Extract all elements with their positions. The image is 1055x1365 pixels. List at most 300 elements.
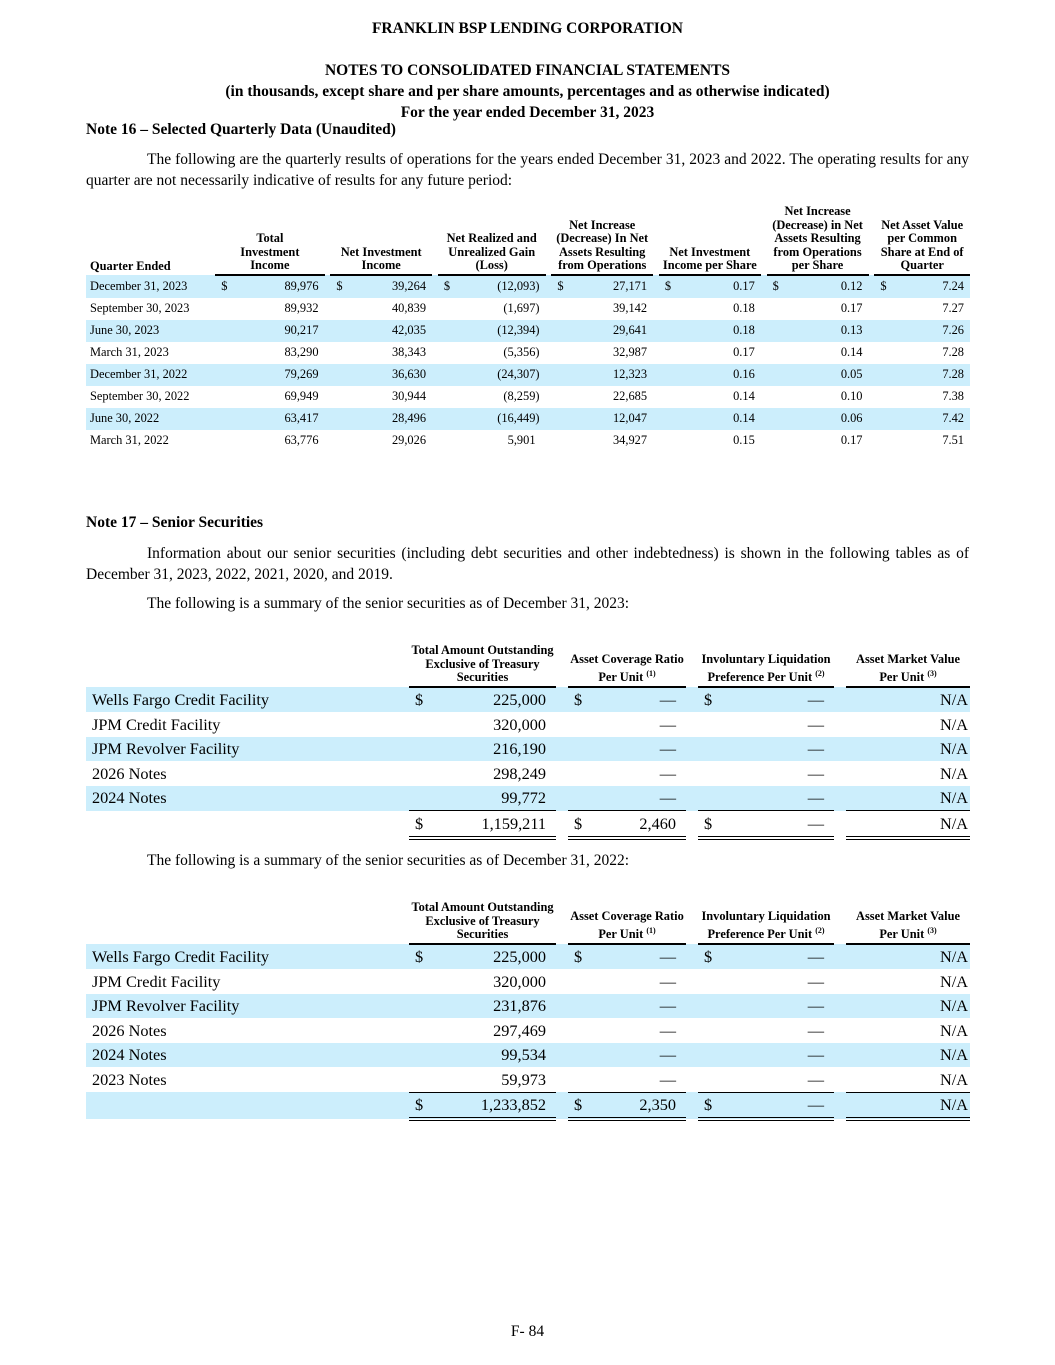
currency-symbol (874, 433, 880, 448)
currency-symbol (551, 301, 557, 316)
value-liquidation: — (807, 739, 824, 759)
currency-symbol (568, 1045, 574, 1065)
cell-market (846, 944, 970, 970)
cell-market (846, 994, 970, 1019)
value-coverage: — (659, 1020, 676, 1040)
quarter-label: June 30, 2023 (86, 320, 215, 342)
quarter-label: December 31, 2023 (86, 275, 215, 298)
value-ops: 22,685 (612, 389, 648, 404)
value-ops: 29,641 (612, 323, 648, 338)
cell-total (409, 994, 556, 1019)
value-gain: (12,093) (497, 279, 540, 294)
value-coverage: — (659, 739, 676, 759)
quarter-label: March 31, 2022 (90, 433, 169, 448)
cell-gain (438, 275, 546, 298)
currency-symbol (551, 367, 557, 382)
cell-total (409, 1067, 556, 1092)
value-nii_ps: 0.18 (733, 301, 755, 316)
value-nav: 7.51 (942, 433, 964, 448)
currency-symbol: $ (664, 279, 672, 294)
value-nii_ps: 0.15 (733, 433, 755, 448)
cell-total (409, 687, 556, 713)
currency-symbol: $ (336, 279, 343, 294)
cell-nii_ps (659, 342, 761, 364)
value-liquidation: — (807, 788, 824, 808)
security-name: 2026 Notes (92, 1020, 167, 1040)
cell-gain (438, 342, 546, 364)
value-total: 320,000 (493, 971, 546, 991)
currency-symbol (409, 972, 415, 992)
units-note: (in thousands, except share and per share amounts, percentages and as otherwise indicated) (225, 83, 830, 100)
cell-total (409, 712, 556, 737)
security-name (86, 811, 409, 838)
currency-symbol: $ (415, 1095, 424, 1115)
currency-symbol (767, 433, 773, 448)
cell-ops (551, 364, 653, 386)
currency-symbol: $ (574, 947, 583, 967)
value-liquidation: — (807, 763, 824, 783)
cell-liquidation (698, 1092, 834, 1119)
value-total: 59,973 (501, 1069, 546, 1089)
currency-symbol (215, 301, 221, 316)
cell-ops_ps (767, 320, 869, 342)
cell-coverage (568, 994, 686, 1019)
cell-liquidation (698, 944, 834, 970)
value-nav: 7.42 (942, 411, 964, 426)
currency-symbol: $ (704, 690, 713, 710)
cell-market (846, 761, 970, 786)
col-header-liquidation-preference: Involuntary Liquidation Preference Per Unit $^{(2)}$ (698, 644, 834, 687)
currency-symbol (846, 690, 852, 710)
currency-symbol (409, 739, 415, 759)
value-tii: 63,417 (284, 411, 319, 426)
cell-nav (874, 298, 970, 320)
currency-symbol (330, 345, 336, 360)
value-ops: 27,171 (612, 279, 648, 294)
note17-paragraph: Information about our senior securities (including debt securities and other indebtedness) is shown in the following tables as of December 31, 2023, 2022, 2021, 2020, and 2019. (86, 545, 969, 583)
currency-symbol (330, 389, 336, 404)
cell-ops (551, 342, 653, 364)
security-name: JPM Revolver Facility (86, 994, 409, 1019)
currency-symbol (330, 301, 336, 316)
quarter-row (86, 342, 970, 364)
cell-coverage (568, 944, 686, 970)
value-market: N/A (939, 813, 968, 833)
value-gain: (8,259) (503, 389, 540, 404)
cell-tii (215, 364, 324, 386)
value-tii: 69,949 (284, 389, 319, 404)
currency-symbol (409, 1045, 415, 1065)
cell-total (409, 737, 556, 762)
currency-symbol (846, 996, 852, 1016)
total-row (86, 1092, 970, 1119)
cell-ops (551, 298, 653, 320)
quarter-label: September 30, 2023 (90, 301, 190, 316)
cell-total (409, 786, 556, 811)
cell-nii (330, 342, 432, 364)
currency-symbol (330, 323, 336, 338)
value-liquidation: — (807, 1069, 824, 1089)
currency-symbol (698, 972, 704, 992)
currency-symbol (767, 323, 773, 338)
cell-nav (874, 342, 970, 364)
value-nii_ps: 0.14 (733, 389, 755, 404)
value-liquidation: — (807, 714, 824, 734)
currency-symbol (698, 739, 704, 759)
value-total: 320,000 (493, 714, 546, 734)
value-gain: 5,901 (507, 433, 536, 448)
cell-coverage (568, 811, 686, 838)
security-name: JPM Credit Facility (92, 714, 221, 734)
currency-symbol (568, 996, 574, 1016)
col-header-quarter: Quarter Ended (90, 259, 171, 274)
cell-gain (438, 386, 546, 408)
notes-title: NOTES TO CONSOLIDATED FINANCIAL STATEMENTS (324, 62, 731, 79)
cell-gain (438, 298, 546, 320)
cell-tii (215, 342, 324, 364)
currency-symbol (551, 389, 557, 404)
company-name: FRANKLIN BSP LENDING CORPORATION (371, 20, 684, 37)
currency-symbol (438, 301, 444, 316)
value-liquidation: — (807, 813, 824, 833)
quarter-row (86, 386, 970, 408)
security-row (86, 1067, 970, 1092)
currency-symbol (659, 301, 665, 316)
currency-symbol (846, 1045, 852, 1065)
currency-symbol (767, 301, 773, 316)
currency-symbol (409, 788, 415, 808)
currency-symbol: $ (415, 690, 424, 710)
currency-symbol: $ (704, 813, 713, 833)
value-gain: (5,356) (503, 345, 540, 360)
col-header-asset-coverage: Asset Coverage Ratio Per Unit $^{(1)}$ (568, 644, 686, 687)
value-market: N/A (939, 996, 968, 1016)
currency-symbol (409, 1070, 415, 1090)
value-nii: 42,035 (391, 323, 427, 338)
total-row (86, 811, 970, 838)
value-nii_ps: 0.16 (733, 367, 755, 382)
cell-ops_ps (767, 275, 869, 298)
cell-tii (215, 298, 324, 320)
cell-market (846, 786, 970, 811)
col-header-nii-per-share: Net Investment Income per Share (659, 205, 761, 275)
currency-symbol (409, 715, 415, 735)
value-tii: 89,976 (284, 279, 319, 294)
col-header-net-increase: Net Increase (Decrease) In Net Assets Resulting from Operations (551, 205, 653, 275)
cell-nii_ps (659, 386, 761, 408)
security-name: 2024 Notes (86, 786, 409, 811)
value-ops_ps: 0.12 (840, 279, 863, 294)
summary-2022-intro: The following is a summary of the senior securities as of December 31, 2022: (147, 852, 630, 869)
cell-market (846, 737, 970, 762)
quarter-label: September 30, 2022 (90, 389, 190, 404)
currency-symbol (874, 367, 880, 382)
note16-heading: Note 16 – Selected Quarterly Data (Unaudited) (86, 121, 396, 138)
value-market: N/A (939, 1020, 968, 1040)
value-total: 216,190 (493, 739, 546, 759)
value-nii: 40,839 (391, 301, 427, 316)
value-total: 99,772 (501, 788, 546, 808)
cell-ops_ps (767, 386, 869, 408)
col-header-realized-gain: Net Realized and Unrealized Gain (Loss) (438, 205, 546, 275)
quarter-row (86, 320, 970, 342)
cell-coverage (568, 761, 686, 786)
cell-total (409, 761, 556, 786)
cell-coverage (568, 687, 686, 713)
value-coverage: — (659, 996, 676, 1016)
currency-symbol: $ (704, 1095, 713, 1115)
value-ops_ps: 0.17 (840, 301, 863, 316)
cell-liquidation (698, 1018, 834, 1043)
security-name: JPM Revolver Facility (86, 737, 409, 762)
quarter-label: December 31, 2022 (86, 364, 215, 386)
cell-coverage (568, 786, 686, 811)
security-name: Wells Fargo Credit Facility (86, 944, 409, 970)
currency-symbol: $ (880, 279, 887, 294)
value-ops_ps: 0.13 (840, 323, 863, 338)
security-name: JPM Credit Facility (92, 971, 221, 991)
value-ops: 39,142 (612, 301, 648, 316)
cell-nii_ps (659, 408, 761, 430)
cell-gain (438, 364, 546, 386)
cell-liquidation (698, 687, 834, 713)
value-liquidation: — (807, 996, 824, 1016)
col-header-total-investment-income: Total Investment Income (215, 205, 324, 275)
value-ops_ps: 0.06 (840, 411, 863, 426)
value-market: N/A (939, 1095, 968, 1115)
cell-ops_ps (767, 408, 869, 430)
currency-symbol (659, 367, 665, 382)
cell-tii (215, 386, 324, 408)
value-total: 225,000 (493, 690, 546, 710)
security-row (86, 994, 970, 1019)
col-header-ops-per-share: Net Increase (Decrease) in Net Assets Resulting from Operations per Share (767, 205, 869, 275)
cell-market (846, 687, 970, 713)
cell-nii_ps (659, 430, 761, 452)
currency-symbol (438, 411, 444, 426)
cell-coverage (568, 969, 686, 994)
currency-symbol: $ (443, 279, 451, 294)
value-liquidation: — (807, 1020, 824, 1040)
cell-liquidation (698, 737, 834, 762)
value-market: N/A (939, 714, 968, 734)
cell-coverage (568, 1092, 686, 1119)
currency-symbol (874, 323, 880, 338)
currency-symbol (846, 814, 852, 834)
cell-total (409, 969, 556, 994)
value-total: 99,534 (501, 1045, 546, 1065)
currency-symbol (659, 433, 665, 448)
currency-symbol (846, 715, 852, 735)
currency-symbol (215, 345, 221, 360)
value-coverage: — (659, 947, 676, 967)
currency-symbol (698, 996, 704, 1016)
currency-symbol (409, 1021, 415, 1041)
cell-ops (551, 408, 653, 430)
cell-ops (551, 430, 653, 452)
currency-symbol (215, 389, 221, 404)
value-market: N/A (939, 690, 968, 710)
value-nav: 7.38 (942, 389, 964, 404)
value-coverage: 2,350 (639, 1095, 676, 1115)
currency-symbol (846, 764, 852, 784)
value-nii: 38,343 (391, 345, 427, 360)
value-tii: 79,269 (284, 367, 319, 382)
value-ops: 32,987 (612, 345, 648, 360)
currency-symbol (568, 739, 574, 759)
value-gain: (16,449) (497, 411, 540, 426)
security-row (86, 1043, 970, 1068)
cell-tii (215, 275, 324, 298)
cell-tii (215, 320, 324, 342)
col-header-asset-market-value: Asset Market Value Per Unit $^{(3)}$ (846, 644, 970, 687)
security-row (86, 687, 970, 713)
col-header-net-investment-income: Net Investment Income (330, 205, 432, 275)
quarter-label: March 31, 2023 (90, 345, 169, 360)
value-nav: 7.28 (942, 367, 964, 382)
cell-market (846, 1043, 970, 1068)
value-coverage: — (659, 1069, 676, 1089)
currency-symbol (215, 411, 221, 426)
cell-ops_ps (767, 342, 869, 364)
currency-symbol (846, 947, 852, 967)
currency-symbol (330, 411, 336, 426)
value-total: 1,159,211 (481, 813, 546, 833)
currency-symbol (874, 301, 880, 316)
currency-symbol (551, 433, 557, 448)
value-nii_ps: 0.17 (733, 345, 755, 360)
value-gain: (24,307) (497, 367, 540, 382)
currency-symbol: $ (557, 279, 564, 294)
cell-nii (330, 298, 432, 320)
security-name (86, 1092, 409, 1119)
security-name: Wells Fargo Credit Facility (86, 687, 409, 713)
value-nii: 28,496 (391, 411, 427, 426)
value-total: 297,469 (493, 1020, 546, 1040)
col-header-liquidation-preference: Involuntary Liquidation Preference Per Unit $^{(2)}$ (698, 901, 834, 944)
currency-symbol (438, 367, 444, 382)
col-header-nav-per-share: Net Asset Value per Common Share at End of Quarter (874, 205, 970, 275)
currency-symbol (438, 323, 444, 338)
currency-symbol (698, 715, 704, 735)
cell-market (846, 1018, 970, 1043)
value-market: N/A (939, 1069, 968, 1089)
security-name: 2026 Notes (92, 763, 167, 783)
security-row (86, 712, 970, 737)
cell-market (846, 1067, 970, 1092)
cell-nav (874, 386, 970, 408)
currency-symbol (846, 1095, 852, 1115)
currency-symbol (767, 389, 773, 404)
cell-tii (215, 430, 324, 452)
value-coverage: — (659, 1045, 676, 1065)
value-liquidation: — (807, 1045, 824, 1065)
currency-symbol: $ (574, 1095, 583, 1115)
quarter-row (86, 408, 970, 430)
value-coverage: 2,460 (639, 813, 676, 833)
value-ops: 12,047 (612, 411, 648, 426)
cell-coverage (568, 1018, 686, 1043)
currency-symbol (846, 1021, 852, 1041)
value-coverage: — (659, 714, 676, 734)
currency-symbol (874, 411, 880, 426)
cell-nii (330, 275, 432, 298)
currency-symbol (438, 433, 444, 448)
cell-nii (330, 320, 432, 342)
currency-symbol (698, 1021, 704, 1041)
cell-ops (551, 386, 653, 408)
value-ops_ps: 0.17 (840, 433, 863, 448)
cell-ops (551, 275, 653, 298)
currency-symbol (874, 389, 880, 404)
currency-symbol (551, 345, 557, 360)
value-liquidation: — (807, 947, 824, 967)
security-name: 2024 Notes (86, 1043, 409, 1068)
value-total: 231,876 (493, 996, 546, 1016)
value-coverage: — (659, 788, 676, 808)
cell-liquidation (698, 712, 834, 737)
currency-symbol (409, 764, 415, 784)
cell-gain (438, 320, 546, 342)
currency-symbol (215, 323, 221, 338)
value-tii: 90,217 (284, 323, 319, 338)
page-number: F- 84 (510, 1323, 545, 1340)
currency-symbol (568, 764, 574, 784)
cell-nav (874, 275, 970, 298)
currency-symbol (330, 367, 336, 382)
value-market: N/A (939, 947, 968, 967)
cell-liquidation (698, 761, 834, 786)
value-nii_ps: 0.14 (733, 411, 755, 426)
value-market: N/A (939, 788, 968, 808)
cell-coverage (568, 712, 686, 737)
value-nii_ps: 0.18 (733, 323, 755, 338)
value-market: N/A (939, 739, 968, 759)
cell-market (846, 712, 970, 737)
quarter-row (86, 430, 970, 452)
value-nav: 7.27 (942, 301, 964, 316)
security-name: 2023 Notes (92, 1069, 167, 1089)
value-nii: 29,026 (391, 433, 427, 448)
cell-coverage (568, 1043, 686, 1068)
currency-symbol (698, 1070, 704, 1090)
value-ops_ps: 0.05 (840, 367, 863, 382)
senior-securities-2023-table (86, 644, 970, 840)
currency-symbol: $ (704, 947, 713, 967)
cell-ops (551, 320, 653, 342)
value-coverage: — (659, 971, 676, 991)
cell-market (846, 811, 970, 838)
cell-nii (330, 408, 432, 430)
currency-symbol (568, 1021, 574, 1041)
value-gain: (12,394) (497, 323, 540, 338)
cell-total (409, 1043, 556, 1068)
value-total: 225,000 (493, 947, 546, 967)
currency-symbol (409, 996, 415, 1016)
currency-symbol (568, 715, 574, 735)
currency-symbol (767, 367, 773, 382)
value-ops_ps: 0.14 (840, 345, 863, 360)
currency-symbol (568, 788, 574, 808)
currency-symbol (568, 1070, 574, 1090)
senior-securities-2022-table (86, 901, 970, 1121)
note17-heading: Note 17 – Senior Securities (86, 514, 264, 531)
cell-nav (874, 408, 970, 430)
value-liquidation: — (807, 1095, 824, 1115)
currency-symbol (215, 367, 221, 382)
currency-symbol: $ (772, 279, 779, 294)
currency-symbol (568, 972, 574, 992)
